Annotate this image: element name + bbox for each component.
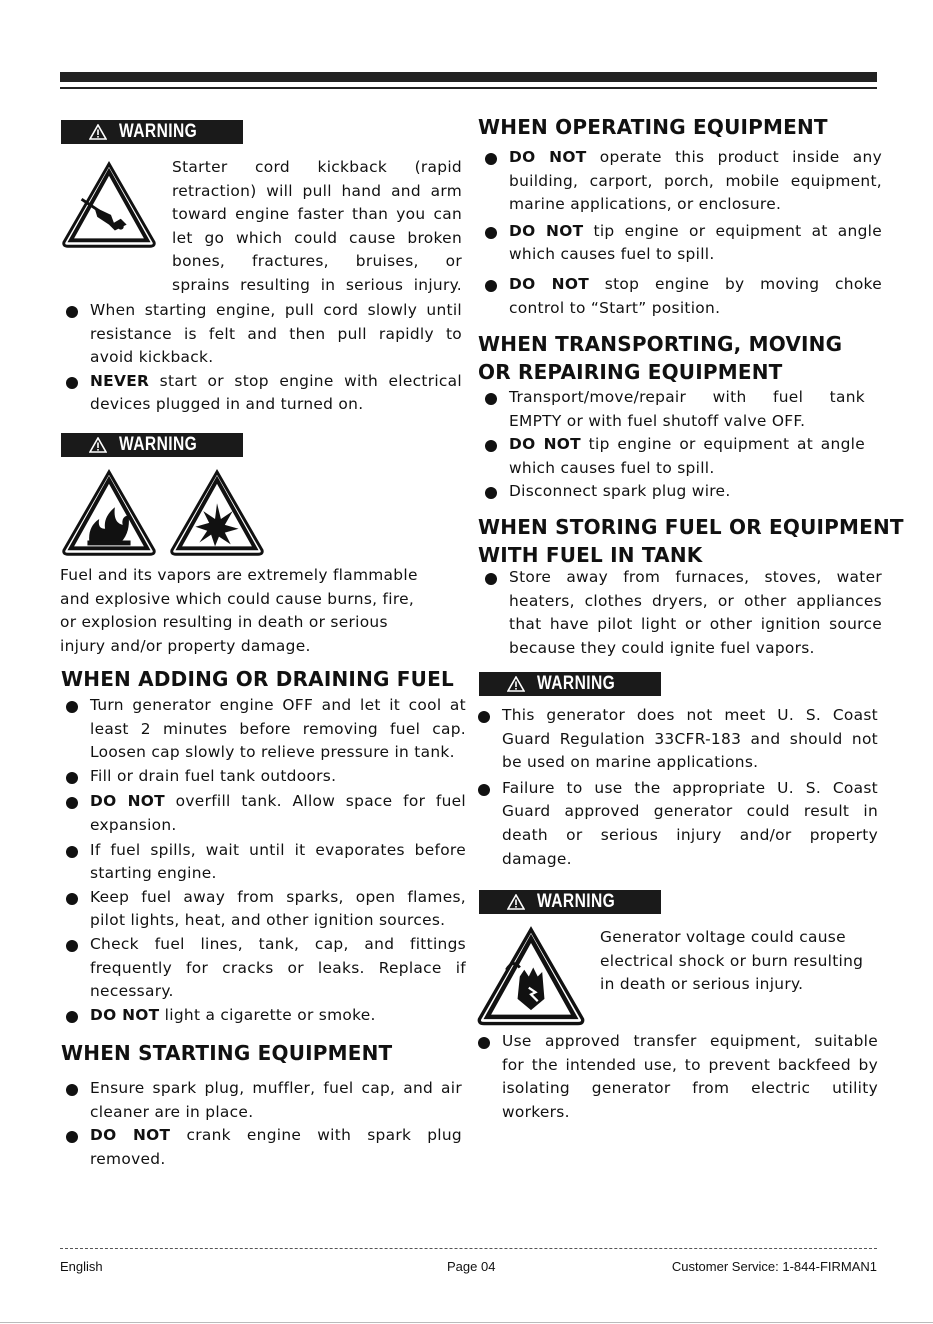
text-segment: Check fuel lines, tank, cap, and fittings bbox=[90, 935, 466, 953]
warning-banner-electrical bbox=[479, 890, 661, 914]
text-segment: avoid kickback. bbox=[90, 348, 214, 367]
text-segment: Fill or drain fuel tank outdoors. bbox=[90, 766, 337, 785]
kickback-hazard-icon bbox=[60, 160, 158, 248]
bullet-text-line bbox=[90, 741, 466, 765]
footer-page-number: Page 04 bbox=[447, 1259, 496, 1274]
bullet-text-line bbox=[90, 957, 466, 981]
warning-label: WARNING bbox=[537, 673, 616, 694]
bullet-text-line bbox=[90, 323, 462, 347]
bullet-text-line bbox=[509, 297, 882, 321]
text-segment: crank engine with spark plug bbox=[170, 1126, 462, 1145]
text-segment: expansion. bbox=[90, 816, 177, 834]
text-segment: control to “Start” position. bbox=[509, 298, 721, 317]
bullet-text-line bbox=[90, 1004, 466, 1028]
text-segment: start or stop engine with electrical bbox=[149, 371, 462, 390]
text-segment: This generator does not meet U. S. Coast bbox=[502, 706, 878, 724]
text-segment: Loosen cap slowly to relieve pressure in tank. bbox=[90, 743, 455, 762]
bullet-dot-icon bbox=[66, 797, 78, 809]
text-segment: which causes fuel to spill. bbox=[509, 245, 715, 264]
bullet-text-line bbox=[509, 146, 882, 170]
kickback-text-line: toward engine faster than you can bbox=[172, 205, 462, 224]
bullet-text-line bbox=[90, 718, 466, 742]
bullet-text-line bbox=[509, 243, 882, 267]
bullet-dot-icon bbox=[478, 784, 490, 796]
heading-storing-line1: WHEN STORING FUEL OR EQUIPMENT bbox=[478, 515, 904, 539]
header-rule bbox=[60, 87, 877, 89]
warning-label: WARNING bbox=[537, 891, 616, 912]
text-segment: EMPTY or with fuel shutoff valve OFF. bbox=[509, 411, 806, 430]
bullet-text-line bbox=[509, 410, 865, 434]
bullet-dot-icon bbox=[66, 701, 78, 713]
text-segment: which causes fuel to spill. bbox=[509, 458, 715, 477]
bullet-text-line bbox=[502, 800, 878, 824]
bullet-text-line bbox=[509, 193, 882, 217]
bullet-text-line bbox=[90, 370, 462, 394]
kickback-text-line: Starter cord kickback (rapid bbox=[172, 158, 462, 176]
kickback-text-line: bones, fractures, bruises, or bbox=[172, 252, 462, 271]
text-segment: death or serious injury and/or property bbox=[502, 826, 878, 844]
bullet-text-line bbox=[90, 1124, 462, 1148]
bullet-dot-icon bbox=[485, 280, 497, 292]
text-segment: Store away from furnaces, stoves, water bbox=[509, 568, 882, 586]
text-segment: isolating generator from electric utility bbox=[502, 1079, 878, 1098]
bullet-text-line bbox=[509, 480, 865, 504]
text-segment: building, carport, porch, mobile equipment, bbox=[509, 171, 882, 190]
bullet-text-line bbox=[90, 909, 466, 933]
fuel-hazard-text-line: or explosion resulting in death or serious bbox=[60, 613, 388, 632]
shock-hazard-text-line: in death or serious injury. bbox=[600, 975, 804, 994]
fuel-hazard-text-line: injury and/or property damage. bbox=[60, 636, 311, 655]
text-segment: pilot lights, heat, and other ignition sources. bbox=[90, 911, 446, 930]
bold-keyword: DO NOT bbox=[509, 221, 584, 240]
bold-keyword: DO NOT bbox=[90, 792, 165, 811]
page-bottom-edge bbox=[0, 1322, 933, 1323]
text-segment: Transport/move/repair with fuel tank bbox=[509, 388, 865, 406]
footer-customer-service: Customer Service: 1-844-FIRMAN1 bbox=[671, 1259, 877, 1274]
text-segment: tip engine or equipment at angle bbox=[580, 435, 865, 454]
bullet-dot-icon bbox=[66, 377, 78, 389]
bold-keyword: DO NOT bbox=[509, 275, 590, 293]
bullet-dot-icon bbox=[66, 1011, 78, 1023]
text-segment: stop engine by moving choke bbox=[589, 275, 882, 293]
bullet-text-line bbox=[502, 1030, 878, 1054]
bullet-dot-icon bbox=[66, 1131, 78, 1143]
shock-hazard-text-line: electrical shock or burn resulting bbox=[600, 951, 864, 970]
heading-transporting-line2: OR REPAIRING EQUIPMENT bbox=[478, 360, 783, 384]
warning-banner-coast-guard bbox=[479, 672, 661, 696]
bullet-dot-icon bbox=[66, 940, 78, 952]
bullet-text-line bbox=[90, 393, 462, 417]
electrical-shock-icon bbox=[475, 925, 587, 1026]
fuel-hazard-text-line: and explosive which could cause burns, fire, bbox=[60, 589, 415, 608]
text-segment: Failure to use the appropriate U. S. Coast bbox=[502, 778, 878, 797]
bullet-text-line bbox=[509, 457, 865, 481]
text-segment: necessary. bbox=[90, 982, 174, 1001]
text-segment: workers. bbox=[502, 1102, 570, 1121]
bullet-text-line bbox=[509, 566, 882, 590]
bullet-text-line bbox=[90, 839, 466, 863]
fire-hazard-icon bbox=[60, 468, 158, 556]
text-segment: removed. bbox=[90, 1149, 166, 1168]
heading-transporting-line1: WHEN TRANSPORTING, MOVING bbox=[478, 332, 843, 356]
heading-operating-equipment: WHEN OPERATING EQUIPMENT bbox=[478, 115, 828, 139]
text-segment: Use approved transfer equipment, suitable bbox=[502, 1032, 878, 1050]
text-segment: overfill tank. Allow space for fuel bbox=[164, 792, 467, 811]
warning-banner-kickback bbox=[61, 120, 243, 144]
kickback-text-line: sprains resulting in serious injury. bbox=[172, 276, 462, 294]
text-segment: Guard approved generator could result in bbox=[502, 802, 878, 821]
text-segment: because they could ignite fuel vapors. bbox=[509, 638, 815, 657]
bold-keyword: DO NOT bbox=[509, 148, 587, 166]
text-segment: heaters, clothes dryers, or other appliances bbox=[509, 591, 882, 610]
text-segment: operate this product inside any bbox=[586, 148, 882, 166]
text-segment: frequently for cracks or leaks. Replace if bbox=[90, 958, 466, 977]
bullet-text-line bbox=[502, 1054, 878, 1078]
heading-starting-equipment: WHEN STARTING EQUIPMENT bbox=[61, 1041, 393, 1065]
bullet-dot-icon bbox=[66, 893, 78, 905]
warning-triangle-icon bbox=[507, 894, 525, 910]
bullet-dot-icon bbox=[485, 393, 497, 405]
bullet-dot-icon bbox=[66, 1084, 78, 1096]
header-bar bbox=[60, 72, 877, 82]
footer-language: English bbox=[60, 1259, 103, 1274]
text-segment: starting engine. bbox=[90, 864, 217, 883]
text-segment: least 2 minutes before removing fuel cap. bbox=[90, 719, 466, 738]
warning-triangle-icon bbox=[507, 676, 525, 692]
bullet-text-line bbox=[509, 386, 865, 410]
bullet-dot-icon bbox=[485, 153, 497, 165]
bullet-text-line bbox=[90, 1101, 462, 1125]
warning-banner-fuel bbox=[61, 433, 243, 457]
bullet-text-line bbox=[90, 299, 462, 323]
bullet-text-line bbox=[90, 1148, 462, 1172]
bullet-text-line bbox=[502, 848, 878, 872]
heading-storing-line2: WITH FUEL IN TANK bbox=[478, 543, 703, 567]
fuel-hazard-text-line: Fuel and its vapors are extremely flammable bbox=[60, 566, 418, 584]
bullet-dot-icon bbox=[66, 306, 78, 318]
text-segment: for the intended use, to prevent backfeed by bbox=[502, 1055, 878, 1074]
text-segment: When starting engine, pull cord slowly until bbox=[90, 301, 462, 319]
bold-keyword: DO NOT bbox=[509, 435, 581, 454]
bullet-dot-icon bbox=[485, 573, 497, 585]
bullet-text-line bbox=[502, 704, 878, 728]
bullet-dot-icon bbox=[478, 711, 490, 723]
bullet-text-line bbox=[90, 886, 466, 910]
warning-label: WARNING bbox=[119, 434, 198, 455]
bullet-text-line bbox=[502, 777, 878, 801]
bullet-text-line bbox=[502, 728, 878, 752]
explosion-hazard-icon bbox=[168, 468, 266, 556]
bullet-text-line bbox=[90, 1077, 462, 1101]
text-segment: Ensure spark plug, muffler, fuel cap, and air bbox=[90, 1079, 462, 1097]
bullet-text-line bbox=[90, 862, 466, 886]
bullet-text-line bbox=[90, 814, 466, 838]
footer-rule bbox=[60, 1248, 877, 1249]
bullet-text-line bbox=[90, 346, 462, 370]
text-segment: Guard Regulation 33CFR-183 and should not bbox=[502, 729, 878, 748]
text-segment: devices plugged in and turned on. bbox=[90, 395, 364, 414]
heading-adding-draining-fuel: WHEN ADDING OR DRAINING FUEL bbox=[61, 667, 454, 691]
bullet-text-line bbox=[509, 637, 882, 661]
shock-hazard-text-line: Generator voltage could cause bbox=[600, 928, 846, 946]
bold-keyword: DO NOT bbox=[90, 1126, 171, 1145]
bullet-text-line bbox=[90, 980, 466, 1004]
bullet-text-line bbox=[509, 613, 882, 637]
bullet-dot-icon bbox=[485, 440, 497, 452]
bullet-text-line bbox=[90, 765, 466, 789]
text-segment: be used on marine applications. bbox=[502, 753, 759, 772]
bullet-text-line bbox=[502, 1077, 878, 1101]
bullet-text-line bbox=[509, 273, 882, 297]
text-segment: Turn generator engine OFF and let it cool at bbox=[90, 696, 466, 714]
bullet-text-line bbox=[90, 790, 466, 814]
text-segment: cleaner are in place. bbox=[90, 1102, 254, 1121]
bullet-dot-icon bbox=[485, 227, 497, 239]
text-segment: Keep fuel away from sparks, open flames, bbox=[90, 887, 466, 906]
bullet-text-line bbox=[502, 751, 878, 775]
bullet-text-line bbox=[502, 824, 878, 848]
kickback-text-line: retraction) will pull hand and arm bbox=[172, 181, 462, 200]
warning-triangle-icon bbox=[89, 124, 107, 140]
bullet-text-line bbox=[509, 590, 882, 614]
text-segment: that have pilot light or other ignition source bbox=[509, 615, 882, 634]
text-segment: tip engine or equipment at angle bbox=[583, 221, 882, 240]
bullet-text-line bbox=[509, 170, 882, 194]
bullet-dot-icon bbox=[478, 1037, 490, 1049]
bullet-dot-icon bbox=[66, 846, 78, 858]
text-segment: marine applications, or enclosure. bbox=[509, 195, 782, 214]
bullet-dot-icon bbox=[66, 772, 78, 784]
bold-keyword: DO NOT bbox=[90, 1005, 160, 1024]
bullet-text-line bbox=[502, 1101, 878, 1125]
bullet-text-line bbox=[509, 220, 882, 244]
text-segment: If fuel spills, wait until it evaporates before bbox=[90, 840, 466, 859]
warning-triangle-icon bbox=[89, 437, 107, 453]
bold-keyword: NEVER bbox=[90, 371, 150, 390]
text-segment: Disconnect spark plug wire. bbox=[509, 482, 731, 501]
kickback-text-line: let go which could cause broken bbox=[172, 228, 462, 247]
bullet-text-line bbox=[90, 933, 466, 957]
bullet-text-line bbox=[509, 433, 865, 457]
warning-label: WARNING bbox=[119, 121, 198, 142]
text-segment: damage. bbox=[502, 849, 572, 868]
text-segment: resistance is felt and then pull rapidly to bbox=[90, 324, 462, 343]
bullet-text-line bbox=[90, 694, 466, 718]
bullet-dot-icon bbox=[485, 487, 497, 499]
text-segment: light a cigarette or smoke. bbox=[159, 1005, 376, 1024]
